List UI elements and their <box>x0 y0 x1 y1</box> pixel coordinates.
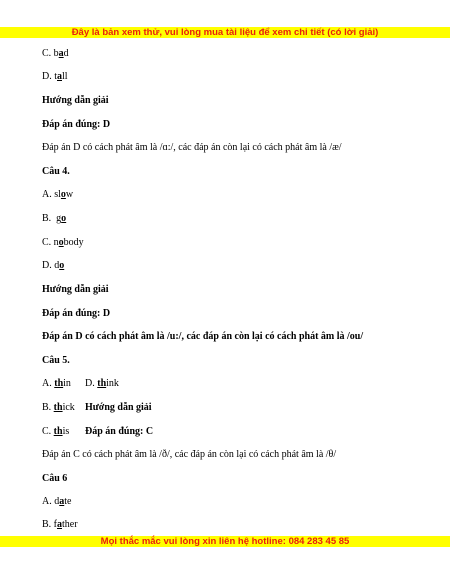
option-suffix: ther <box>62 519 78 530</box>
q6-title: Câu 6 <box>42 473 68 484</box>
option-prefix: B. <box>42 402 54 413</box>
q5-options-row-3 <box>42 425 242 438</box>
option-suffix: in <box>63 378 71 389</box>
option-underlined: th <box>54 378 64 389</box>
option-suffix: w <box>65 189 74 200</box>
option-suffix: ink <box>106 378 119 389</box>
q5-option-b <box>42 402 75 413</box>
option-prefix: C. <box>42 426 54 437</box>
q4-option-d <box>42 259 64 272</box>
q5-option-d <box>85 377 119 390</box>
q3-option-c <box>42 47 69 60</box>
q5-options-row-1 <box>42 377 242 390</box>
option-prefix: A. d <box>42 496 60 507</box>
q5-guide-label: Hướng dẫn giải <box>85 402 152 413</box>
option-underlined: o <box>59 260 65 271</box>
option-underlined: th <box>53 426 63 437</box>
q3-guide-label: Hướng dẫn giải <box>42 95 109 106</box>
q5-options-row-2 <box>42 401 242 414</box>
option-underlined: a <box>58 48 64 59</box>
option-prefix: D. <box>85 378 98 389</box>
q5-answer: Đáp án đúng: C <box>85 426 154 437</box>
option-underlined: a <box>57 519 62 530</box>
q4-option-a <box>42 188 73 201</box>
option-suffix: te <box>64 496 72 507</box>
option-suffix: ll <box>62 71 68 82</box>
q5-option-a <box>42 378 71 389</box>
q6-option-a <box>42 495 71 508</box>
q4-answer: Đáp án đúng: D <box>42 308 111 319</box>
option-prefix: A. sl <box>42 189 61 200</box>
q5-option-c <box>42 426 69 437</box>
q5-title: Câu 5. <box>42 355 70 366</box>
q3-answer: Đáp án đúng: D <box>42 119 111 130</box>
option-suffix: ick <box>62 402 75 413</box>
option-underlined: o <box>61 213 67 224</box>
option-prefix: D. d <box>42 260 60 271</box>
q4-option-c <box>42 236 84 249</box>
q3-option-d <box>42 70 68 83</box>
q3-explanation: Đáp án D có cách phát âm là /ɑ:/, các đáp án còn lại có cách phát âm là /æ/ <box>42 142 342 153</box>
option-prefix: B. f <box>42 519 57 530</box>
option-prefix: C. b <box>42 48 59 59</box>
option-suffix: body <box>63 237 84 248</box>
q6-option-b <box>42 518 78 531</box>
q4-guide-label: Hướng dẫn giải <box>42 284 109 295</box>
option-underlined: th <box>97 378 107 389</box>
option-prefix: D. t <box>42 71 57 82</box>
hotline-text: Mọi thắc mắc vui lòng xin liên hệ hotline: 084 283 45 85 <box>100 536 350 547</box>
option-underlined: a <box>59 496 65 507</box>
q4-title: Câu 4. <box>42 166 70 177</box>
q4-option-b <box>42 212 66 225</box>
q4-explanation: Đáp án D có cách phát âm là /u:/, các đáp án còn lại có cách phát âm là /ou/ <box>42 331 364 342</box>
preview-notice-text: Đây là bản xem thử, vui lòng mua tài liệu để xem chi tiết (có lời giải) <box>71 27 379 38</box>
option-prefix: B. g <box>42 213 62 224</box>
option-suffix: d <box>63 48 69 59</box>
preview-notice-banner <box>0 27 450 38</box>
option-underlined: a <box>57 71 62 82</box>
hotline-banner <box>0 536 450 547</box>
option-prefix: A. <box>42 378 55 389</box>
option-underlined: o <box>58 237 64 248</box>
q5-explanation: Đáp án C có cách phát âm là /ð/, các đáp án còn lại có cách phát âm là /θ/ <box>42 449 337 460</box>
option-suffix: is <box>62 426 70 437</box>
option-underlined: o <box>60 189 66 200</box>
option-prefix: C. n <box>42 237 59 248</box>
option-underlined: th <box>53 402 63 413</box>
